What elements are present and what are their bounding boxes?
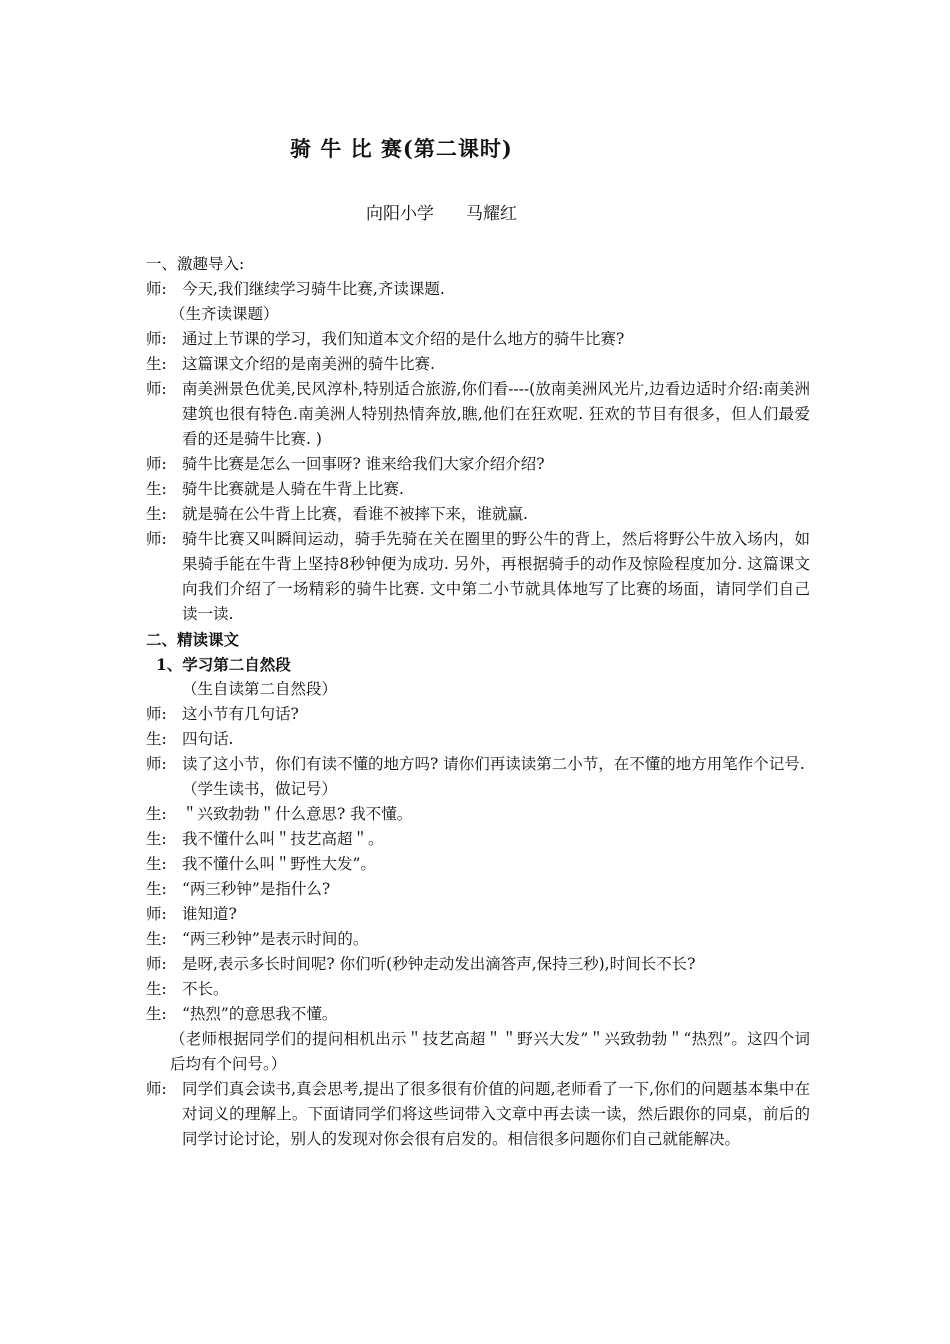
dialog-text: 骑牛比赛是怎么一回事呀? 谁来给我们大家介绍介绍? [182,455,545,473]
dialog-line [146,452,810,477]
line-text: （老师根据同学们的提问相机出示＂技艺高超＂＂野兴大发”＂兴致勃勃＂“热烈”。这四个词后均有个问号。） [170,1030,810,1073]
dialog-line [146,802,810,827]
dialog-line [146,702,810,727]
dialog-line [146,927,810,952]
dialog-line [146,277,810,302]
dialog-line [146,902,810,927]
dialog-text: 我不懂什么叫＂野性大发”。 [182,855,376,873]
speaker-label: 师: [146,330,167,348]
speaker-label: 师: [146,455,167,473]
author-line [366,199,517,224]
lesson-body [146,252,810,1152]
speaker-label: 生: [146,805,167,823]
dialog-text: 今天,我们继续学习骑牛比赛,齐读课题. [182,280,445,298]
speaker-label: 生: [146,480,167,498]
dialog-line [146,352,810,377]
speaker-label: 生: [146,830,167,848]
speaker-label: 生: [146,855,167,873]
line-text: 二、精读课文 [146,630,240,649]
subsection-heading [146,652,810,677]
dialog-text: “两三秒钟”是表示时间的。 [182,930,369,948]
dialog-line [146,752,810,777]
dialog-line [146,852,810,877]
speaker-label: 师: [146,955,167,973]
dialog-line [146,727,810,752]
speaker-label: 师: [146,280,167,298]
dialog-text: 骑牛比赛又叫瞬间运动，骑手先骑在关在圈里的野公牛的背上，然后将野公牛放入场内，如果骑手能在牛背上坚持8秒钟便为成功. 另外，再根据骑手的动作及惊险程度加分. 这篇课文向我们介绍了一场精彩的骑牛比赛. 文中第二小节就具体地写了比赛的场面，请同学们自己读一读. [182,530,810,623]
dialog-line [146,952,810,977]
speaker-label: 师: [146,530,167,548]
section-heading [146,252,810,277]
dialog-text: ＂兴致勃勃＂什么意思? 我不懂。 [182,805,413,823]
dialog-text: 骑牛比赛就是人骑在牛背上比赛. [182,480,404,498]
speaker-label: 师: [146,705,167,723]
dialog-line [146,327,810,352]
section-heading [146,627,810,652]
dialog-line [146,502,810,527]
dialog-text: 就是骑在公牛背上比赛，看谁不被摔下来，谁就赢. [182,505,528,523]
dialog-line [146,827,810,852]
line-text: （生齐读课题） [170,305,279,323]
speaker-label: 师: [146,905,167,923]
speaker-label: 师: [146,1080,167,1098]
speaker-label: 生: [146,1005,167,1023]
line-text: 一、激趣导入: [146,255,245,273]
lesson-title: 骑 牛 比 赛(第二课时) [290,136,513,161]
dialog-text: 四句话. [182,730,234,748]
line-text: 1、学习第二自然段 [156,655,291,674]
dialog-text: 谁知道? [182,905,237,923]
speaker-label: 师: [146,380,167,398]
dialog-line [146,477,810,502]
speaker-label: 生: [146,930,167,948]
dialog-text: 这小节有几句话? [182,705,299,723]
dialog-text: “热烈”的意思我不懂。 [182,1005,338,1023]
dialog-line [146,877,810,902]
dialog-text: 同学们真会读书,真会思考,提出了很多很有价值的问题,老师看了一下,你们的问题基本集中在对词义的理解上。下面请同学们将这些词带入文章中再去读一读，然后跟你的同桌，前后的同学讨论讨论，别人的发现对你会很有启发的。相信很多问题你们自己就能解决。 [182,1080,810,1148]
dialog-text: 南美洲景色优美,民风淳朴,特别适合旅游,你们看----(放南美洲风光片,边看边适时介绍:南美洲建筑也很有特色.南美洲人特别热情奔放,瞧,他们在狂欢呢. 狂欢的节目有很多，但人们最爱看的还是骑牛比赛. ) [182,380,810,448]
dialog-text: 这篇课文介绍的是南美洲的骑牛比赛. [182,355,435,373]
dialog-line [146,977,810,1002]
speaker-label: 生: [146,980,167,998]
stage-note [146,677,810,702]
dialog-text: 通过上节课的学习，我们知道本文介绍的是什么地方的骑牛比赛? [182,330,625,348]
dialog-text: 我不懂什么叫＂技艺高超＂。 [182,830,384,848]
dialog-text: 是呀,表示多长时间呢? 你们听(秒钟走动发出滴答声,保持三秒),时间长不长? [182,955,696,973]
dialog-line [146,377,810,452]
dialog-text: 不长。 [182,980,229,998]
stage-note [146,1027,810,1077]
line-text: （生自读第二自然段） [182,680,338,698]
speaker-label: 生: [146,355,167,373]
dialog-line [146,527,810,627]
dialog-line [146,1002,810,1027]
teacher-name: 马耀红 [466,204,517,224]
speaker-label: 生: [146,505,167,523]
speaker-label: 师: [146,755,167,773]
stage-note [146,777,810,802]
dialog-text: “两三秒钟”是指什么? [182,880,331,898]
speaker-label: 生: [146,880,167,898]
school-name: 向阳小学 [366,204,434,224]
dialog-line [146,1077,810,1152]
stage-note [146,302,810,327]
line-text: （学生读书，做记号） [182,780,338,798]
dialog-text: 读了这小节，你们有读不懂的地方吗? 请你们再读读第二小节，在不懂的地方用笔作个记号. [182,755,805,773]
speaker-label: 生: [146,730,167,748]
